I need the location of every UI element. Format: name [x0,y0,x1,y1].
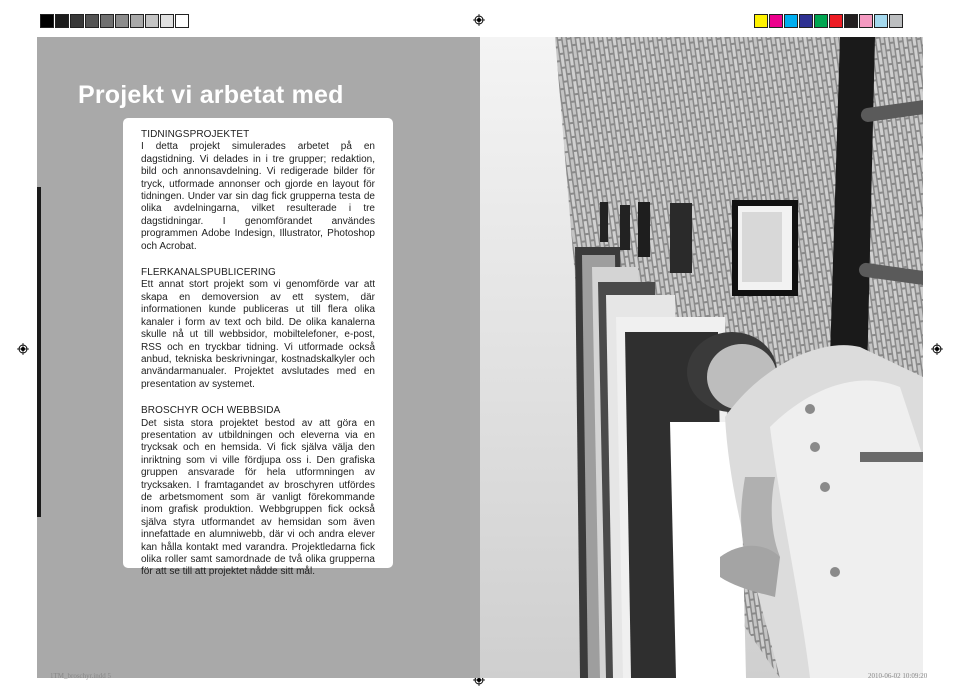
gray-swatch [160,14,174,28]
previous-page-bleed [37,187,41,517]
gray-swatch [175,14,189,28]
section-heading-broschyr-och-webbsida: BROSCHYR OCH WEBBSIDA [141,405,281,417]
section-body-broschyr-och-webbsida: Det sista stora projektet bestod av att göra en presentation av utbildningen och eleverna via en trycksak och en hemsida. Vi fick själva välja den inriktning som vi ville fördjupa oss i. Den grafiska gruppen ansvarade för hela utformningen av trycksaken. I framtagandet av broschyren utfördes de arbetsmoment som är vanligt förekommande inom grafisk produktion. Webbgruppen fick också själva styra utformandet av hemsidan som även innefattade en alumniwebb, där vi och andra elever kan hålla kontakt med varandra. Projektledarna fick olika roller samt samordnade de två olika grupperna för att se till att projektet nådde sitt mål. [141,417,375,578]
brochure-spread [37,37,923,678]
gray-swatch [115,14,129,28]
color-swatch [799,14,813,28]
section-body-flerkanalspublicering: Ett annat stort projekt som vi genomförde var att skapa en demoversion av ett system, där informationen kunde publiceras ut till flera olika kanaler i form av text och bild. De olika kanalerna skulle nå ut till webbsidor, mobiltelefoner, e-post, RSS och en tryckbar tidning. Vi utformade också anbud, tekniska beskrivningar, kostnadskalkyler och användarmanualer. Projektet avslutades med en presentation av systemet. [141,279,375,390]
gray-swatch [145,14,159,28]
right-page [480,37,923,678]
section-heading-flerkanalspublicering: FLERKANALSPUBLICERING [141,267,276,279]
slug-filename: 1TM_broschyr.indd 5 [50,672,112,680]
color-swatch [784,14,798,28]
slug-timestamp: 2010-06-02 10:09:20 [868,672,928,680]
color-swatch [874,14,888,28]
gray-swatch [130,14,144,28]
color-swatch [844,14,858,28]
registration-mark-top [473,14,485,26]
color-swatch [889,14,903,28]
text-box [123,118,393,578]
color-swatch [769,14,783,28]
section-body-tidningsprojektet: I detta projekt simulerades arbetet på en dagstidning. Vi delades in i tre grupper; redaktion, bild och annonsavdelning. Vi redigerade bilder för tryck, utformade annonser och gjorde en layout för tidningen. Under var sin dag fick grupperna testa de olika avdelningarna, vilket resulterade i tre dagstidningar. I genomförandet användes programmen Adobe Indesign, Illustrator, Photoshop och Acrobat. [141,141,375,252]
gray-swatch [40,14,54,28]
gray-swatch [55,14,69,28]
gray-swatch [70,14,84,28]
grayscale-calibration-bar [40,14,190,28]
gray-swatch [85,14,99,28]
page-title: Projekt vi arbetat med [78,81,344,109]
registration-mark-right [931,343,943,355]
registration-mark-left [17,343,29,355]
color-swatch [814,14,828,28]
section-heading-tidningsprojektet: TIDNINGSPROJEKTET [141,129,250,140]
building-photo [480,37,923,678]
color-swatch [829,14,843,28]
color-swatch [859,14,873,28]
left-page [37,37,480,678]
color-calibration-bar [754,14,904,28]
color-swatch [754,14,768,28]
gray-swatch [100,14,114,28]
